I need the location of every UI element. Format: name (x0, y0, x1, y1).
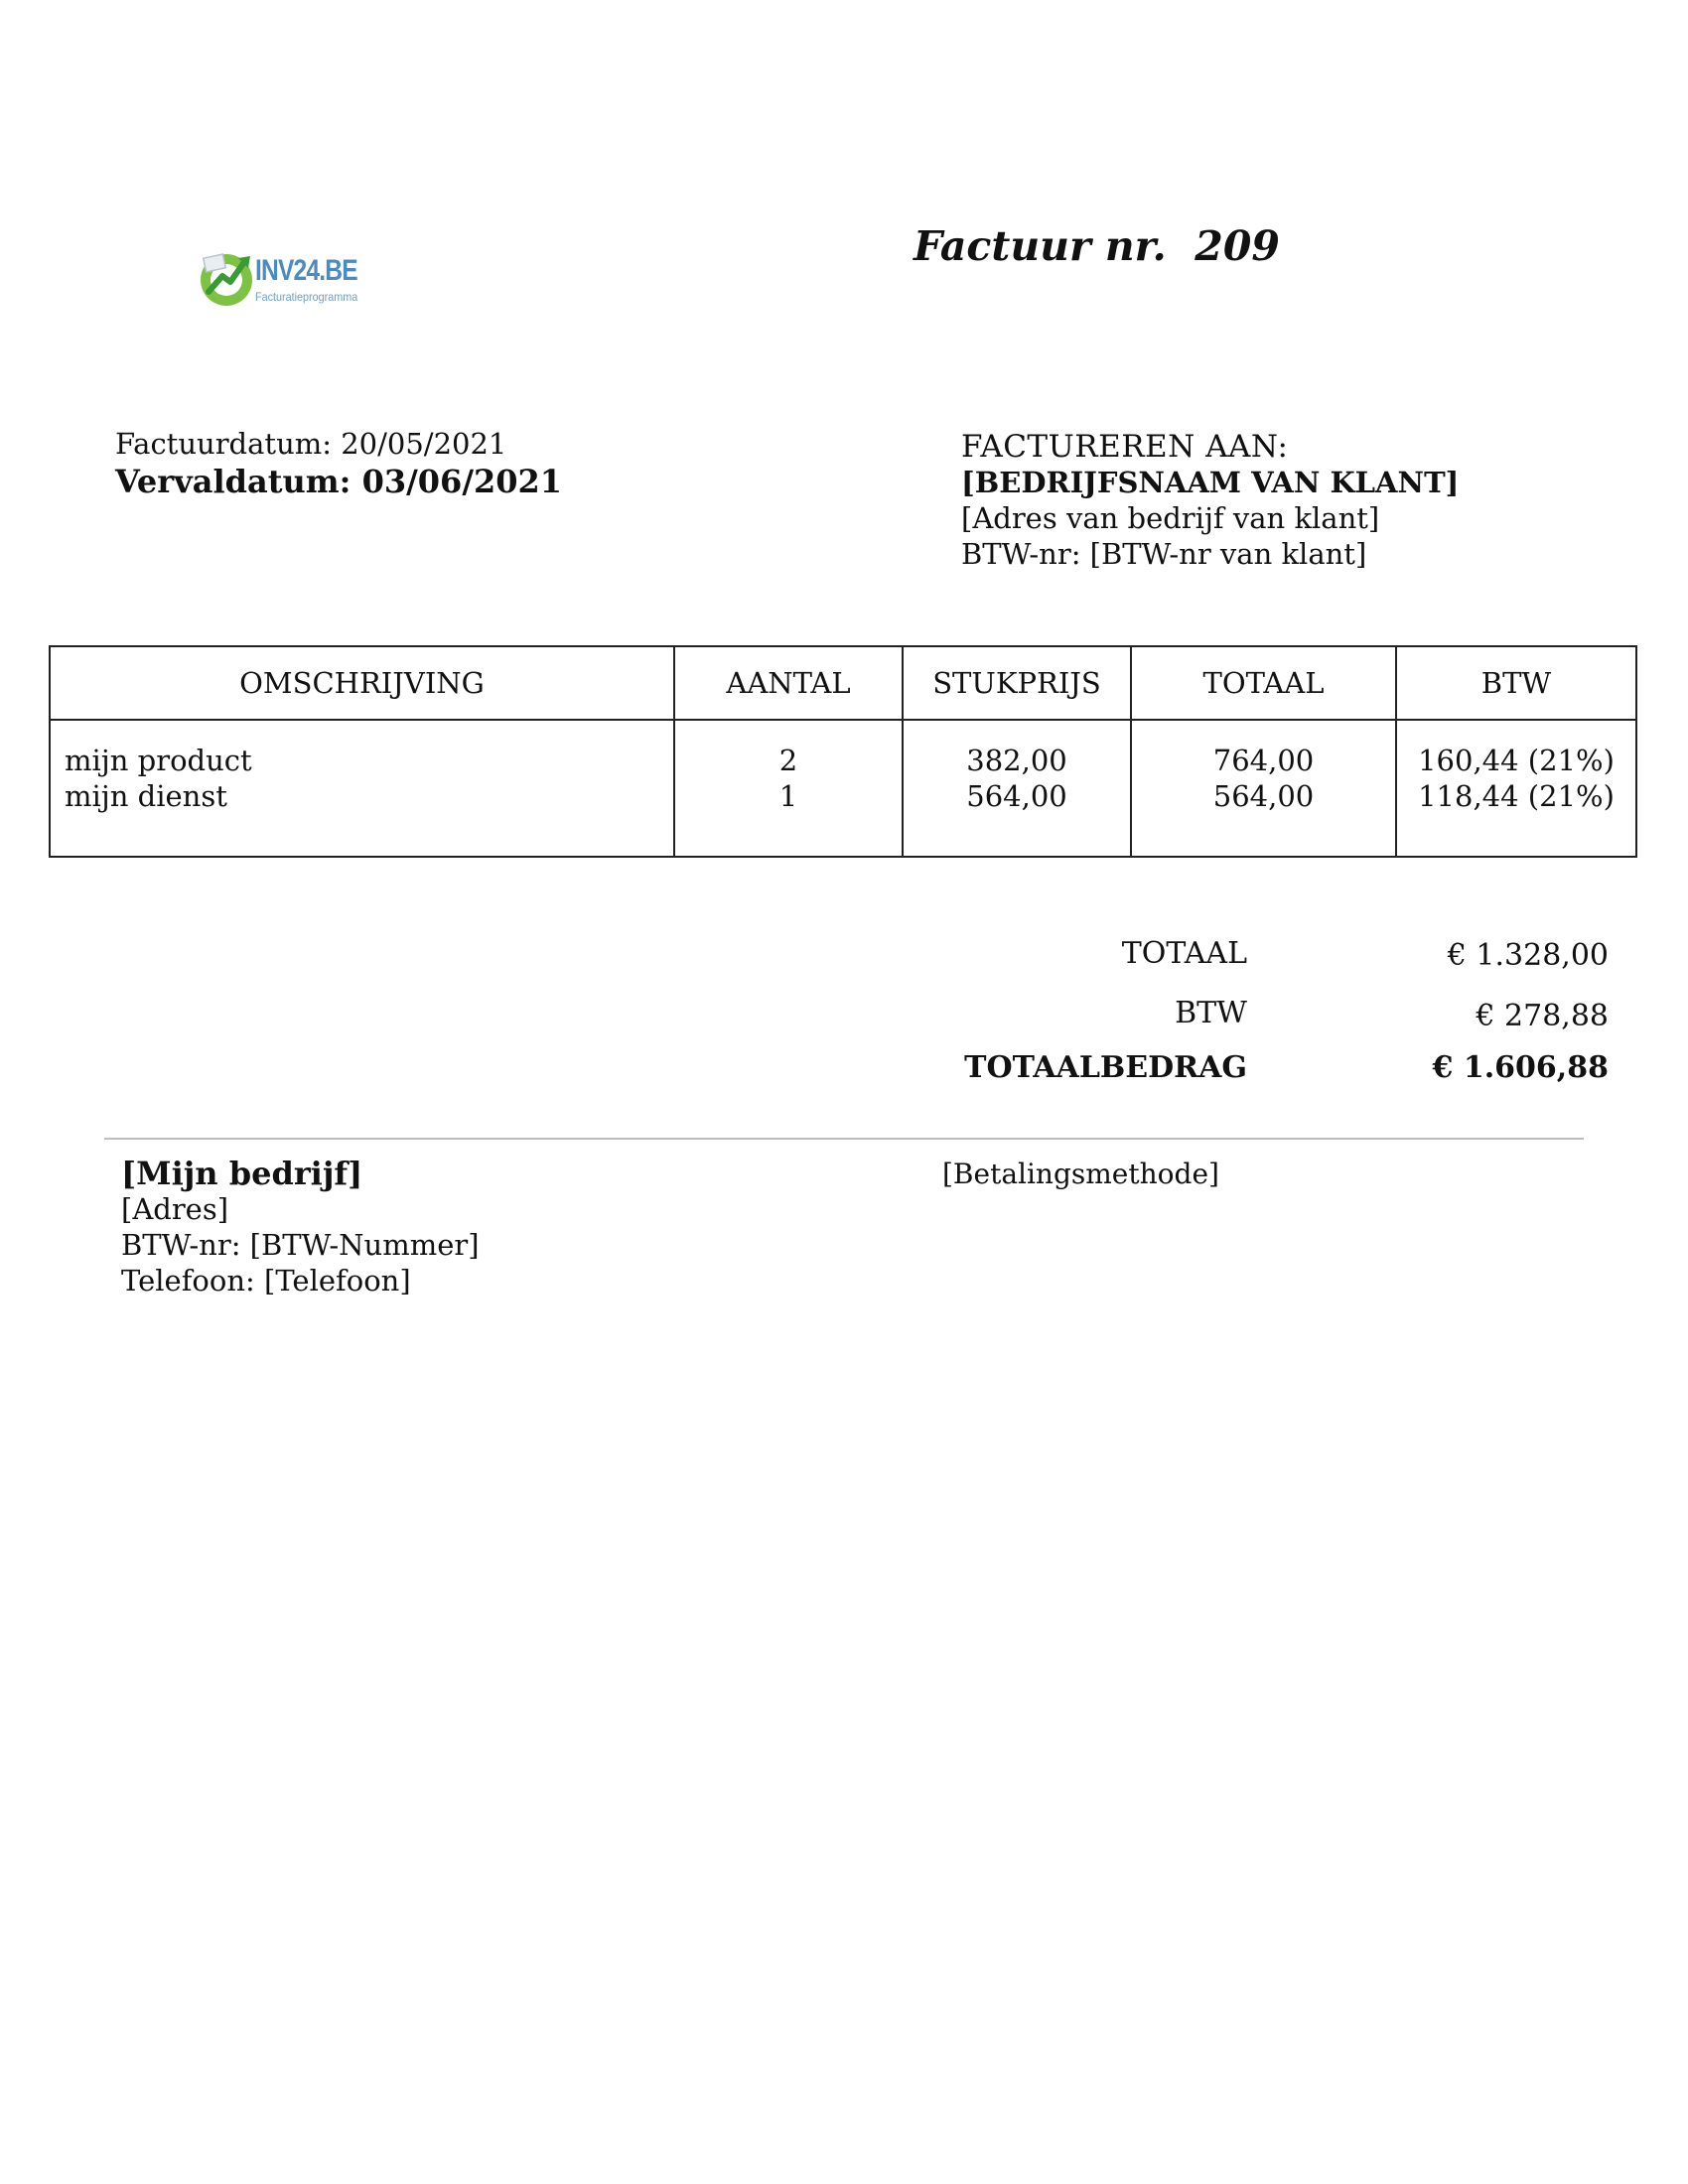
vat-total-value: € 278,88 (1476, 999, 1609, 1033)
client-block (961, 429, 1459, 572)
cell-unit-price (903, 720, 1131, 857)
row-vat: 160,44 (21%) (1418, 744, 1615, 777)
row-unit-price: 564,00 (966, 779, 1067, 813)
row-quantity: 2 (778, 744, 798, 777)
company-address: [Adres] (121, 1192, 229, 1226)
header-unit-price: STUKPRIJS (903, 646, 1131, 720)
client-vat: BTW-nr: [BTW-nr van klant] (961, 537, 1367, 571)
items-table (49, 645, 1637, 858)
logo-tagline: Facturatieprogramma (255, 290, 358, 304)
client-name: [BEDRIJFSNAAM VAN KLANT] (961, 466, 1460, 499)
row-description: mijn dienst (65, 779, 227, 813)
subtotal-value: € 1.328,00 (1447, 938, 1609, 973)
row-total: 564,00 (1212, 779, 1315, 813)
due-date: Vervaldatum: 03/06/2021 (115, 463, 563, 500)
header-vat: BTW (1396, 646, 1636, 720)
cell-description (50, 720, 674, 857)
header-description: OMSCHRIJVING (50, 646, 674, 720)
table-row (50, 720, 1636, 857)
vat-total-label: BTW (1175, 996, 1247, 1030)
company-vat: BTW-nr: [BTW-Nummer] (121, 1228, 480, 1262)
table-header-row (50, 646, 1636, 720)
grand-total-label: TOTAALBEDRAG (964, 1050, 1247, 1085)
company-block (121, 1156, 480, 1298)
company-name: [Mijn bedrijf] (121, 1155, 363, 1192)
cell-quantity (674, 720, 903, 857)
company-phone: Telefoon: [Telefoon] (121, 1264, 411, 1297)
logo-name: INV24.BE (255, 254, 357, 287)
row-vat: 118,44 (21%) (1418, 779, 1615, 813)
row-total: 764,00 (1212, 744, 1315, 777)
row-description: mijn product (65, 744, 252, 777)
header-total: TOTAAL (1131, 646, 1396, 720)
grand-total-value: € 1.606,88 (1432, 1050, 1609, 1085)
company-logo (199, 246, 397, 316)
client-heading: FACTUREREN AAN: (961, 429, 1289, 465)
invoice-title: Factuur nr. 209 (914, 222, 1280, 270)
cell-vat (1396, 720, 1636, 857)
subtotal-label: TOTAAL (1121, 936, 1247, 971)
client-address: [Adres van bedrijf van klant] (961, 501, 1380, 535)
invoice-date: Factuurdatum: 20/05/2021 (115, 427, 507, 461)
cell-total (1131, 720, 1396, 857)
header-quantity: AANTAL (674, 646, 903, 720)
row-unit-price: 382,00 (966, 744, 1067, 777)
footer-divider (104, 1138, 1584, 1140)
payment-method: [Betalingsmethode] (942, 1158, 1219, 1190)
row-quantity: 1 (778, 779, 798, 813)
logo-chart-icon (199, 246, 254, 316)
